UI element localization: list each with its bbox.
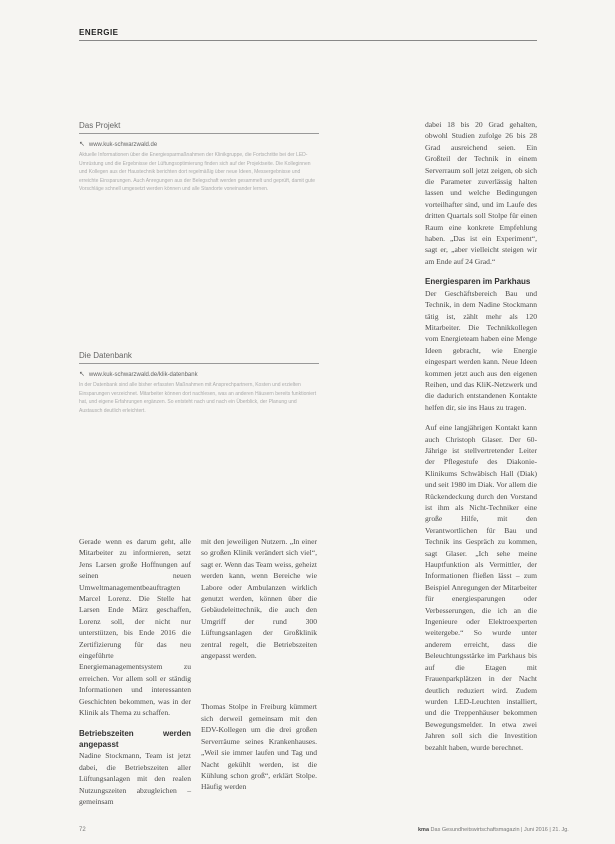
paragraph: Thomas Stolpe in Freiburg kümmert sich derweil gemeinsam mit den EDV-Kollegen um die drei großen Serverräume seines Krankenhauses. „Weil sie immer laufen und Tag und Nacht gekühlt werden, ist die Kühlung schon groß“, erklärt Stolpe. Häufig werden (201, 702, 317, 792)
article-column-3 (425, 119, 537, 762)
box-url[interactable] (79, 370, 319, 378)
paragraph: Der Geschäftsbereich Bau und Technik, in dem Nadine Stockmann tätig ist, zählt mehr als 120 Mitarbeiter. Die Technikkollegen vom Energieteam haben eine Menge Ideen gebracht, wie Energie eingespart werden kann. Neue Ideen kommen jetzt auch aus den eigenen Reihen, und das KliK-Netzwerk und die dadurich entstandenen Kontakte helfen dir, sie ins Haus zu tragen. (425, 288, 537, 412)
brand: kma (418, 827, 430, 833)
box-text: Aktuelle Informationen über die Energiesparmaßnahmen der Klinikgruppe, die Fortschritte bei der LED-Umrüstung und die Ergebnisse der Lüftungsoptimierung finden sich auf der Projektseite. Die Kolleginnen und Kollegen aus der Haustechnik berichten dort regelmäßig über neue Ideen, Messergebnisse und erreichte Einsparungen. Auch Anregungen aus der Belegschaft werden gesammelt und geprüft, damit gute Vorschläge schnell umgesetzt werden können und alle Standorte voneinander lernen. (79, 152, 315, 193)
subheading: Energiesparen im Parkhaus (425, 277, 531, 287)
url-text[interactable]: www.kuk-schwarzwald.de (88, 142, 158, 148)
cursor-icon: ↖ (79, 141, 85, 148)
box-title: Die Datenbank (79, 351, 132, 360)
issue-text: Das Gesundheitswirtschaftsmagazin | Juni 2016 | 21. Jg. (430, 827, 569, 833)
url-text[interactable]: www.kuk-schwarzwald.de/klik-datenbank (88, 372, 198, 378)
divider (79, 363, 319, 364)
box-title: Das Projekt (79, 121, 121, 130)
cursor-icon: ↖ (79, 371, 85, 378)
footer-issue (418, 827, 569, 833)
box-text: In der Datenbank sind alle bisher erfassten Maßnahmen mit Ansprechpartnern, Kosten und erzielten Einsparungen verzeichnet. Mitarbeiter können dort nachlesen, was an anderen Häusern bereits funktioniert hat, und eigene Erfahrungen ergänzen. So entsteht nach und nach ein Überblick, der Planung und Austausch deutlich erleichtert. (79, 382, 317, 414)
article-column-2 (201, 536, 317, 802)
subheading: Betriebszeiten werden angepasst (79, 728, 191, 749)
info-box-project (79, 121, 319, 194)
divider (79, 133, 319, 134)
paragraph: Gerade wenn es darum geht, alle Mitarbeiter zu informieren, setzt Jens Larsen große Hoffnungen auf seinen neuen Umweltmanagementbeauftragten Marcel Lorenz. Die Stelle hat Larsen Ende März geschaffen, Lorenz soll, der nicht nur unterstützen, bis Ende 2016 die Zertifizierung für das neu eingeführte Energiemanagementsystem zu erreichen. Vor allem soll er ständig Informationen und interessanten Geschichten bekommen, was in der Klinik als Thema zu schaffen. (79, 537, 191, 718)
article-column-1 (79, 536, 191, 816)
box-url[interactable] (79, 140, 319, 148)
paragraph: mit den jeweiligen Nutzern. „In einer so großen Klinik verändert sich viel“, sagt er. Wenn das Team weiss, geheizt werden kann, wenn Bereiche wie Labore oder Ambulanzen wirklich genutzt werden, können über die Gebäudeleittechnik, die auch den Umgriff der rund 300 Lüftungsanlagen der Großklinik zentral regelt, die Betriebszeiten angepasst werden. (201, 537, 317, 661)
paragraph: Nadine Stockmann, Team ist jetzt dabei, die Betriebszeiten aller Lüftungsanlagen mit den realen Nutzungszeiten abzugleichen – gemeinsam (79, 751, 191, 806)
page-number: 72 (79, 827, 86, 833)
paragraph: Auf eine langjährigen Kontakt kann auch Christoph Glaser. Der 60-Jährige ist stellvertretender Leiter der Pflegestufe des Diakonie-Klinikums Schwäbisch Hall (Diak) und seit 1980 im Diak. Vor allem die Rückendeckung durch den Vorstand ist ihm als Nicht-Techniker eine große Hilfe, mit den Verantwortlichen für Bau und Technik ins Gespräch zu kommen, sagt Glaser. „Ich sehe meine Hauptfunktion als Vermittler, der Informationen fließen lässt – zum Beispiel Anregungen der Mitarbeiter für energiesparungen oder Verbesserungen, die ich an die Ingenieure oder Elektroexperten weitergebe.“ So wurde unter anderem erreicht, dass die Beleuchtungsstärke im Parkhaus bis auf die Etagen mit Frauenparkplätzen in der Nacht deutlich reduziert wird. Zudem wurden LED-Leuchten installiert, und die Treppenhäuser bekommen Bewegungsmelder. In etwa zwei Jahren soll sich die Investition bezahlt haben, wurde berechnet. (425, 423, 537, 752)
paragraph: dabei 18 bis 20 Grad gehalten, obwohl Studien zufolge 26 bis 28 Grad ausreichend seien. Ein Großteil der Technik in einem Serverraum soll jetzt zeigen, ob sich die Parameter zuverlässig halten lassen und welche Bedingungen vorteilhafter sind, und im Laufe des dritten Quartals soll Stolpe für einen Raum eine konkrete Empfehlung haben. „Das ist ein Experiment“, sagt er, „aber vielleicht steigen wir am Ende auf 24 Grad.“ (425, 120, 537, 266)
top-rule (79, 40, 537, 41)
section-label: ENERGIE (79, 28, 119, 37)
info-box-database (79, 351, 319, 415)
